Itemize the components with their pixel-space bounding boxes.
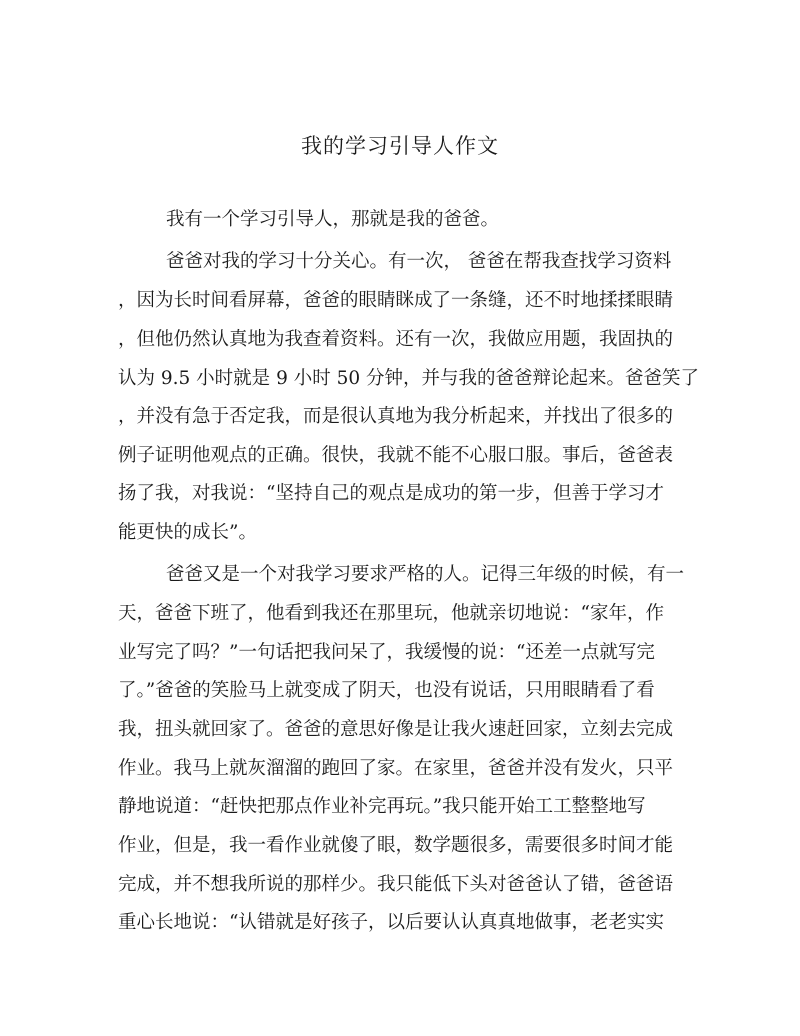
- paragraph-line: 作业。我马上就灰溜溜的跑回了家。在家里，爸爸并没有发火，只平: [118, 758, 674, 779]
- paragraph-line: 重心长地说：“认错就是好孩子，以后要认认真真地做事，老老实实: [118, 912, 664, 933]
- paragraph-line: 爸爸对我的学习十分关心。有一次， 爸爸在帮我查找学习资料: [166, 251, 672, 272]
- paragraph-line: 爸爸又是一个对我学习要求严格的人。记得三年级的时候，有一: [166, 564, 685, 585]
- paragraph-line: 我有一个学习引导人，那就是我的爸爸。: [166, 209, 500, 230]
- paragraph-line: 我，扭头就回家了。爸爸的意思好像是让我火速赶回家，立刻去完成: [118, 719, 674, 740]
- paragraph-line: 了。”爸爸的笑脸马上就变成了阴天，也没有说话，只用眼睛看了看: [118, 680, 655, 701]
- paragraph-line: 例子证明他观点的正确。很快，我就不能不心服口服。事后，爸爸表: [118, 445, 674, 466]
- paragraph-line: 认为 9.5 小时就是 9 小时 50 分钟，并与我的爸爸辩论起来。爸爸笑了: [118, 368, 700, 389]
- paragraph-line: 天，爸爸下班了，他看到我还在那里玩，他就亲切地说：“家年，作: [118, 603, 664, 624]
- paragraph-line: 作业，但是，我一看作业就傻了眼，数学题很多，需要很多时间才能: [118, 835, 674, 856]
- paragraph-line: ，并没有急于否定我，而是很认真地为我分析起来，并找出了很多的: [118, 406, 674, 427]
- paragraph-line: 业写完了吗？”一句话把我问呆了，我缓慢的说：“还差一点就写完: [118, 642, 655, 663]
- paragraph-line: ，但他仍然认真地为我查着资料。还有一次，我做应用题，我固执的: [118, 329, 674, 350]
- paragraph-line: 能更快的成长”。: [118, 522, 257, 543]
- document-title: 我的学习引导人作文: [301, 134, 499, 158]
- paragraph-line: 扬了我，对我说：“坚持自己的观点是成功的第一步，但善于学习才: [118, 483, 664, 504]
- paragraph-line: ，因为长时间看屏幕，爸爸的眼睛眯成了一条缝，还不时地揉揉眼睛: [118, 290, 674, 311]
- paragraph-line: 静地说道：“赶快把那点作业补完再玩。”我只能开始工工整整地写: [118, 796, 646, 817]
- paragraph-line: 完成，并不想我所说的那样少。我只能低下头对爸爸认了错，爸爸语: [118, 874, 674, 895]
